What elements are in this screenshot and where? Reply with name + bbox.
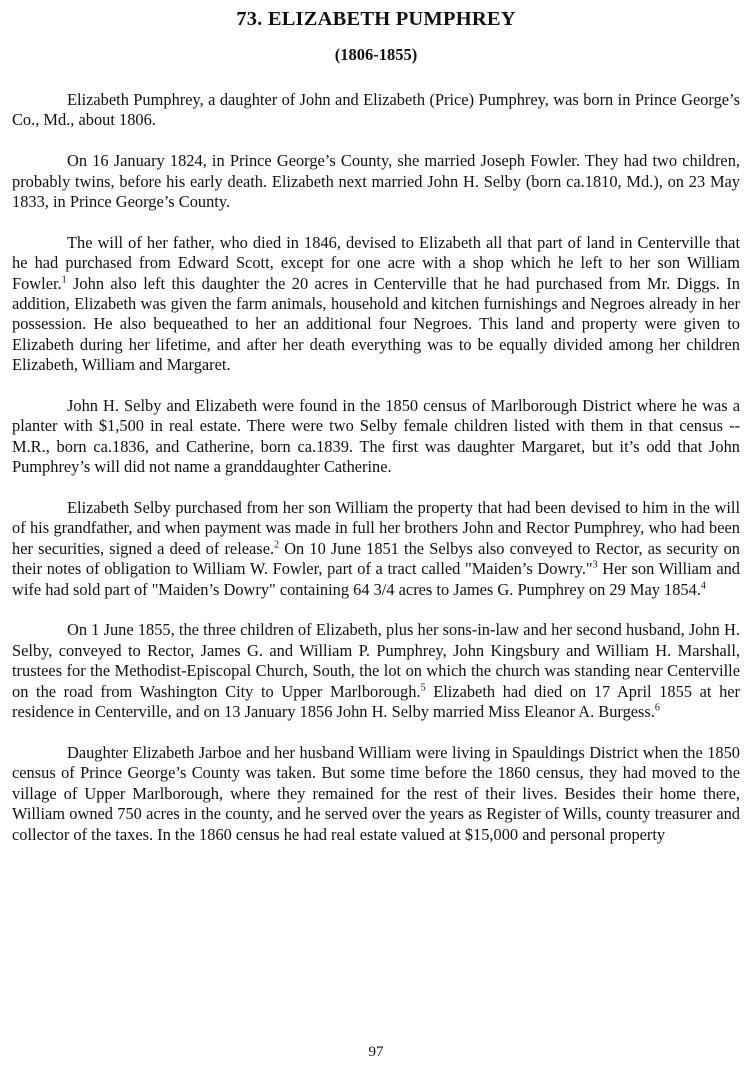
footnote-marker: 1 bbox=[61, 274, 67, 286]
paragraph-text: On 16 January 1824, in Prince George’s County, she married Joseph Fowler. They had two children, probably twins, before his early death. Elizabeth next married John H. Selby (born ca.1810, Md.), on 23 May 1833, in Prince George’s County. bbox=[12, 151, 740, 212]
paragraph bbox=[12, 620, 740, 722]
body-text bbox=[12, 90, 740, 845]
page-number: 97 bbox=[368, 1044, 384, 1060]
footnote-marker: 4 bbox=[700, 580, 706, 592]
footnote-marker: 3 bbox=[592, 559, 598, 571]
paragraph-text: Her son William and wife had sold part of "Maiden’s Dowry" containing 64 3/4 acres to James G. Pumphrey on 29 May 1854. bbox=[12, 559, 740, 599]
life-dates: (1806-1855) bbox=[334, 45, 418, 64]
paragraph bbox=[12, 233, 740, 376]
paragraph-text: On 10 June 1851 the Selbys also conveyed to Rector, as security on their notes of obligation to William W. Fowler, part of a tract called "Maiden’s Dowry." bbox=[12, 538, 740, 579]
paragraph-text: Elizabeth had died on 17 April 1855 at her residence in Centerville, and on 13 January 1856 John H. Selby married Miss Eleanor A. Burgess. bbox=[12, 681, 740, 722]
paragraph bbox=[12, 396, 740, 478]
document-page bbox=[12, 0, 740, 1076]
paragraph bbox=[12, 151, 740, 212]
paragraph-text: Elizabeth Pumphrey, a daughter of John and Elizabeth (Price) Pumphrey, was born in Prince George’s Co., Md., about 1806. bbox=[12, 90, 740, 130]
footnote-marker: 6 bbox=[654, 702, 660, 714]
paragraph-text: On 1 June 1855, the three children of Elizabeth, plus her sons-in-law and her second husband, John H. Selby, conveyed to Rector, James G. and William P. Pumphrey, John Kingsbury and William H. Marshall, trustees for the Methodist-Episcopal Church, South, the lot on which the church was standing near Centerville on the road from Washington City to Upper Marlborough. bbox=[12, 620, 740, 701]
paragraph-text: John also left this daughter the 20 acres in Centerville that he had purchased from Mr. Diggs. In addition, Elizabeth was given the farm animals, household and kitchen furnishings and Negroes already in her possession. He also bequeathed to her an additional four Negroes. This land and property were given to Elizabeth during her lifetime, and after her death everything was to be equally divided among her children Elizabeth, William and Margaret. bbox=[12, 273, 740, 375]
paragraph bbox=[12, 498, 740, 600]
paragraph bbox=[12, 90, 740, 131]
page-title: 73. ELIZABETH PUMPHREY bbox=[236, 8, 516, 30]
footnote-marker: 5 bbox=[420, 682, 426, 694]
paragraph-text: Elizabeth Selby purchased from her son William the property that had been devised to him in the will of his grandfather, and when payment was made in full her brothers John and Rector Pumphrey, who had been her securities, signed a deed of release. bbox=[12, 498, 740, 558]
paragraph bbox=[12, 743, 740, 845]
paragraph-text: John H. Selby and Elizabeth were found in the 1850 census of Marlborough District where he was a planter with $1,500 in real estate. There were two Selby female children listed with them in that census -- M.R., born ca.1836, and Catherine, born ca.1839. The first was daughter Margaret, but it’s odd that John Pumphrey’s will did not name a granddaughter Catherine. bbox=[12, 396, 740, 477]
footnote-marker: 2 bbox=[274, 539, 280, 551]
paragraph-text: The will of her father, who died in 1846, devised to Elizabeth all that part of land in Centerville that he had purchased from Edward Scott, except for one acre with a shop which he left to her son William Fowler. bbox=[12, 232, 740, 293]
paragraph-text: Daughter Elizabeth Jarboe and her husband William were living in Spauldings District when the 1850 census of Prince George’s County was taken. But some time before the 1860 census, they had moved to the village of Upper Marlborough, where they remained for the rest of their lives. Besides their home there, William owned 750 acres in the county, and he served over the years as Register of Wills, county treasurer and collector of the taxes. In the 1860 census he had real estate valued at $15,000 and personal property bbox=[12, 742, 740, 844]
